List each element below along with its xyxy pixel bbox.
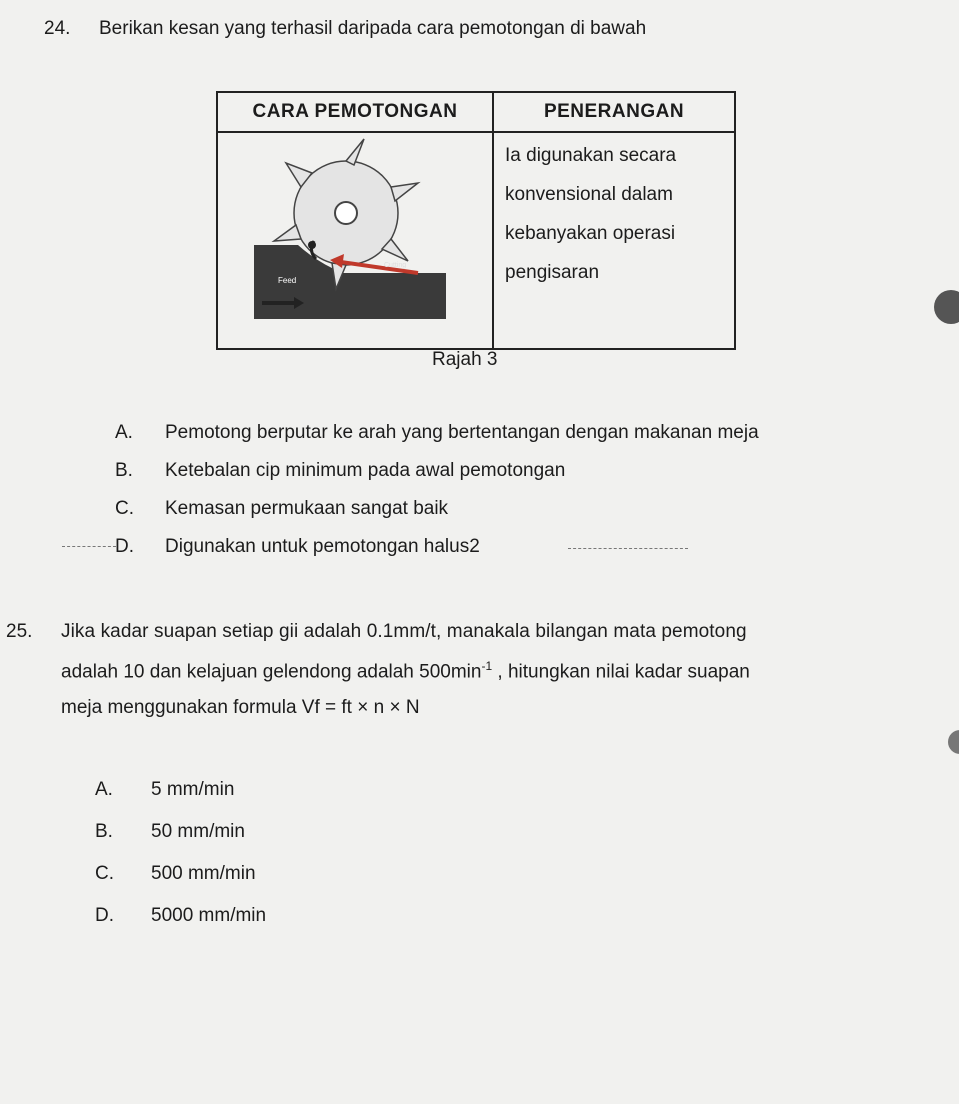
figure-caption: Rajah 3 bbox=[432, 349, 498, 370]
option-label: D. bbox=[115, 536, 134, 557]
option-text: 50 mm/min bbox=[151, 821, 245, 842]
q25-option-c[interactable] bbox=[95, 863, 256, 885]
q24-option-c[interactable] bbox=[115, 498, 448, 520]
question-24-number: 24. bbox=[44, 18, 71, 39]
table-header-explanation: PENERANGAN bbox=[493, 92, 735, 132]
q25-option-a[interactable] bbox=[95, 779, 234, 801]
q24-option-b[interactable] bbox=[115, 460, 565, 482]
explanation-cell bbox=[493, 132, 735, 349]
explanation-line-1: Ia digunakan secara bbox=[505, 145, 677, 166]
binder-hole-icon bbox=[934, 290, 959, 324]
option-text: 5000 mm/min bbox=[151, 905, 267, 926]
question-24-text: Berikan kesan yang terhasil daripada cara pemotongan di bawah bbox=[99, 18, 647, 39]
milling-cutter-diagram bbox=[218, 133, 492, 343]
option-text: Kemasan permukaan sangat baik bbox=[165, 498, 449, 519]
option-label: C. bbox=[115, 498, 134, 519]
q24-option-d[interactable] bbox=[115, 536, 480, 558]
cutting-method-table bbox=[216, 91, 736, 350]
option-label: A. bbox=[95, 779, 113, 800]
question-25-line-2 bbox=[61, 659, 750, 683]
option-label: A. bbox=[115, 422, 133, 443]
line-2-start: adalah 10 dan kelajuan gelendong adalah 500min bbox=[61, 661, 482, 683]
option-label: C. bbox=[95, 863, 114, 884]
q25-option-d[interactable] bbox=[95, 905, 266, 927]
option-text: Ketebalan cip minimum pada awal pemotongan bbox=[165, 460, 566, 481]
binder-hole-icon bbox=[948, 730, 959, 754]
explanation-line-4: pengisaran bbox=[505, 262, 600, 283]
option-label: B. bbox=[95, 821, 113, 842]
option-label: B. bbox=[115, 460, 133, 481]
feed-label: Feed bbox=[278, 276, 297, 285]
question-25-line-3: meja menggunakan formula Vf = ft × n × N bbox=[61, 697, 420, 718]
question-25-number: 25. bbox=[6, 621, 33, 642]
cutting-label: Cutting bbox=[384, 262, 407, 269]
explanation-line-3: kebanyakan operasi bbox=[505, 223, 676, 244]
option-text: Digunakan untuk pemotongan halus2 bbox=[165, 536, 480, 557]
dashed-line-left bbox=[62, 546, 116, 547]
line-2-end: , hitungkan nilai kadar suapan bbox=[492, 661, 750, 683]
explanation-line-2: konvensional dalam bbox=[505, 184, 673, 205]
q24-option-a[interactable] bbox=[115, 422, 759, 444]
table-header-method: CARA PEMOTONGAN bbox=[217, 92, 493, 132]
question-25-line-1: Jika kadar suapan setiap gii adalah 0.1mm/t, manakala bilangan mata pemotong bbox=[61, 621, 747, 642]
line-2-superscript: -1 bbox=[481, 659, 493, 673]
diagram-cell bbox=[217, 132, 493, 349]
option-text: Pemotong berputar ke arah yang bertentangan dengan makanan meja bbox=[165, 422, 759, 443]
dashed-line-right bbox=[568, 548, 688, 549]
option-label: D. bbox=[95, 905, 114, 926]
option-text: 500 mm/min bbox=[151, 863, 256, 884]
option-text: 5 mm/min bbox=[151, 779, 235, 800]
q25-option-b[interactable] bbox=[95, 821, 245, 843]
